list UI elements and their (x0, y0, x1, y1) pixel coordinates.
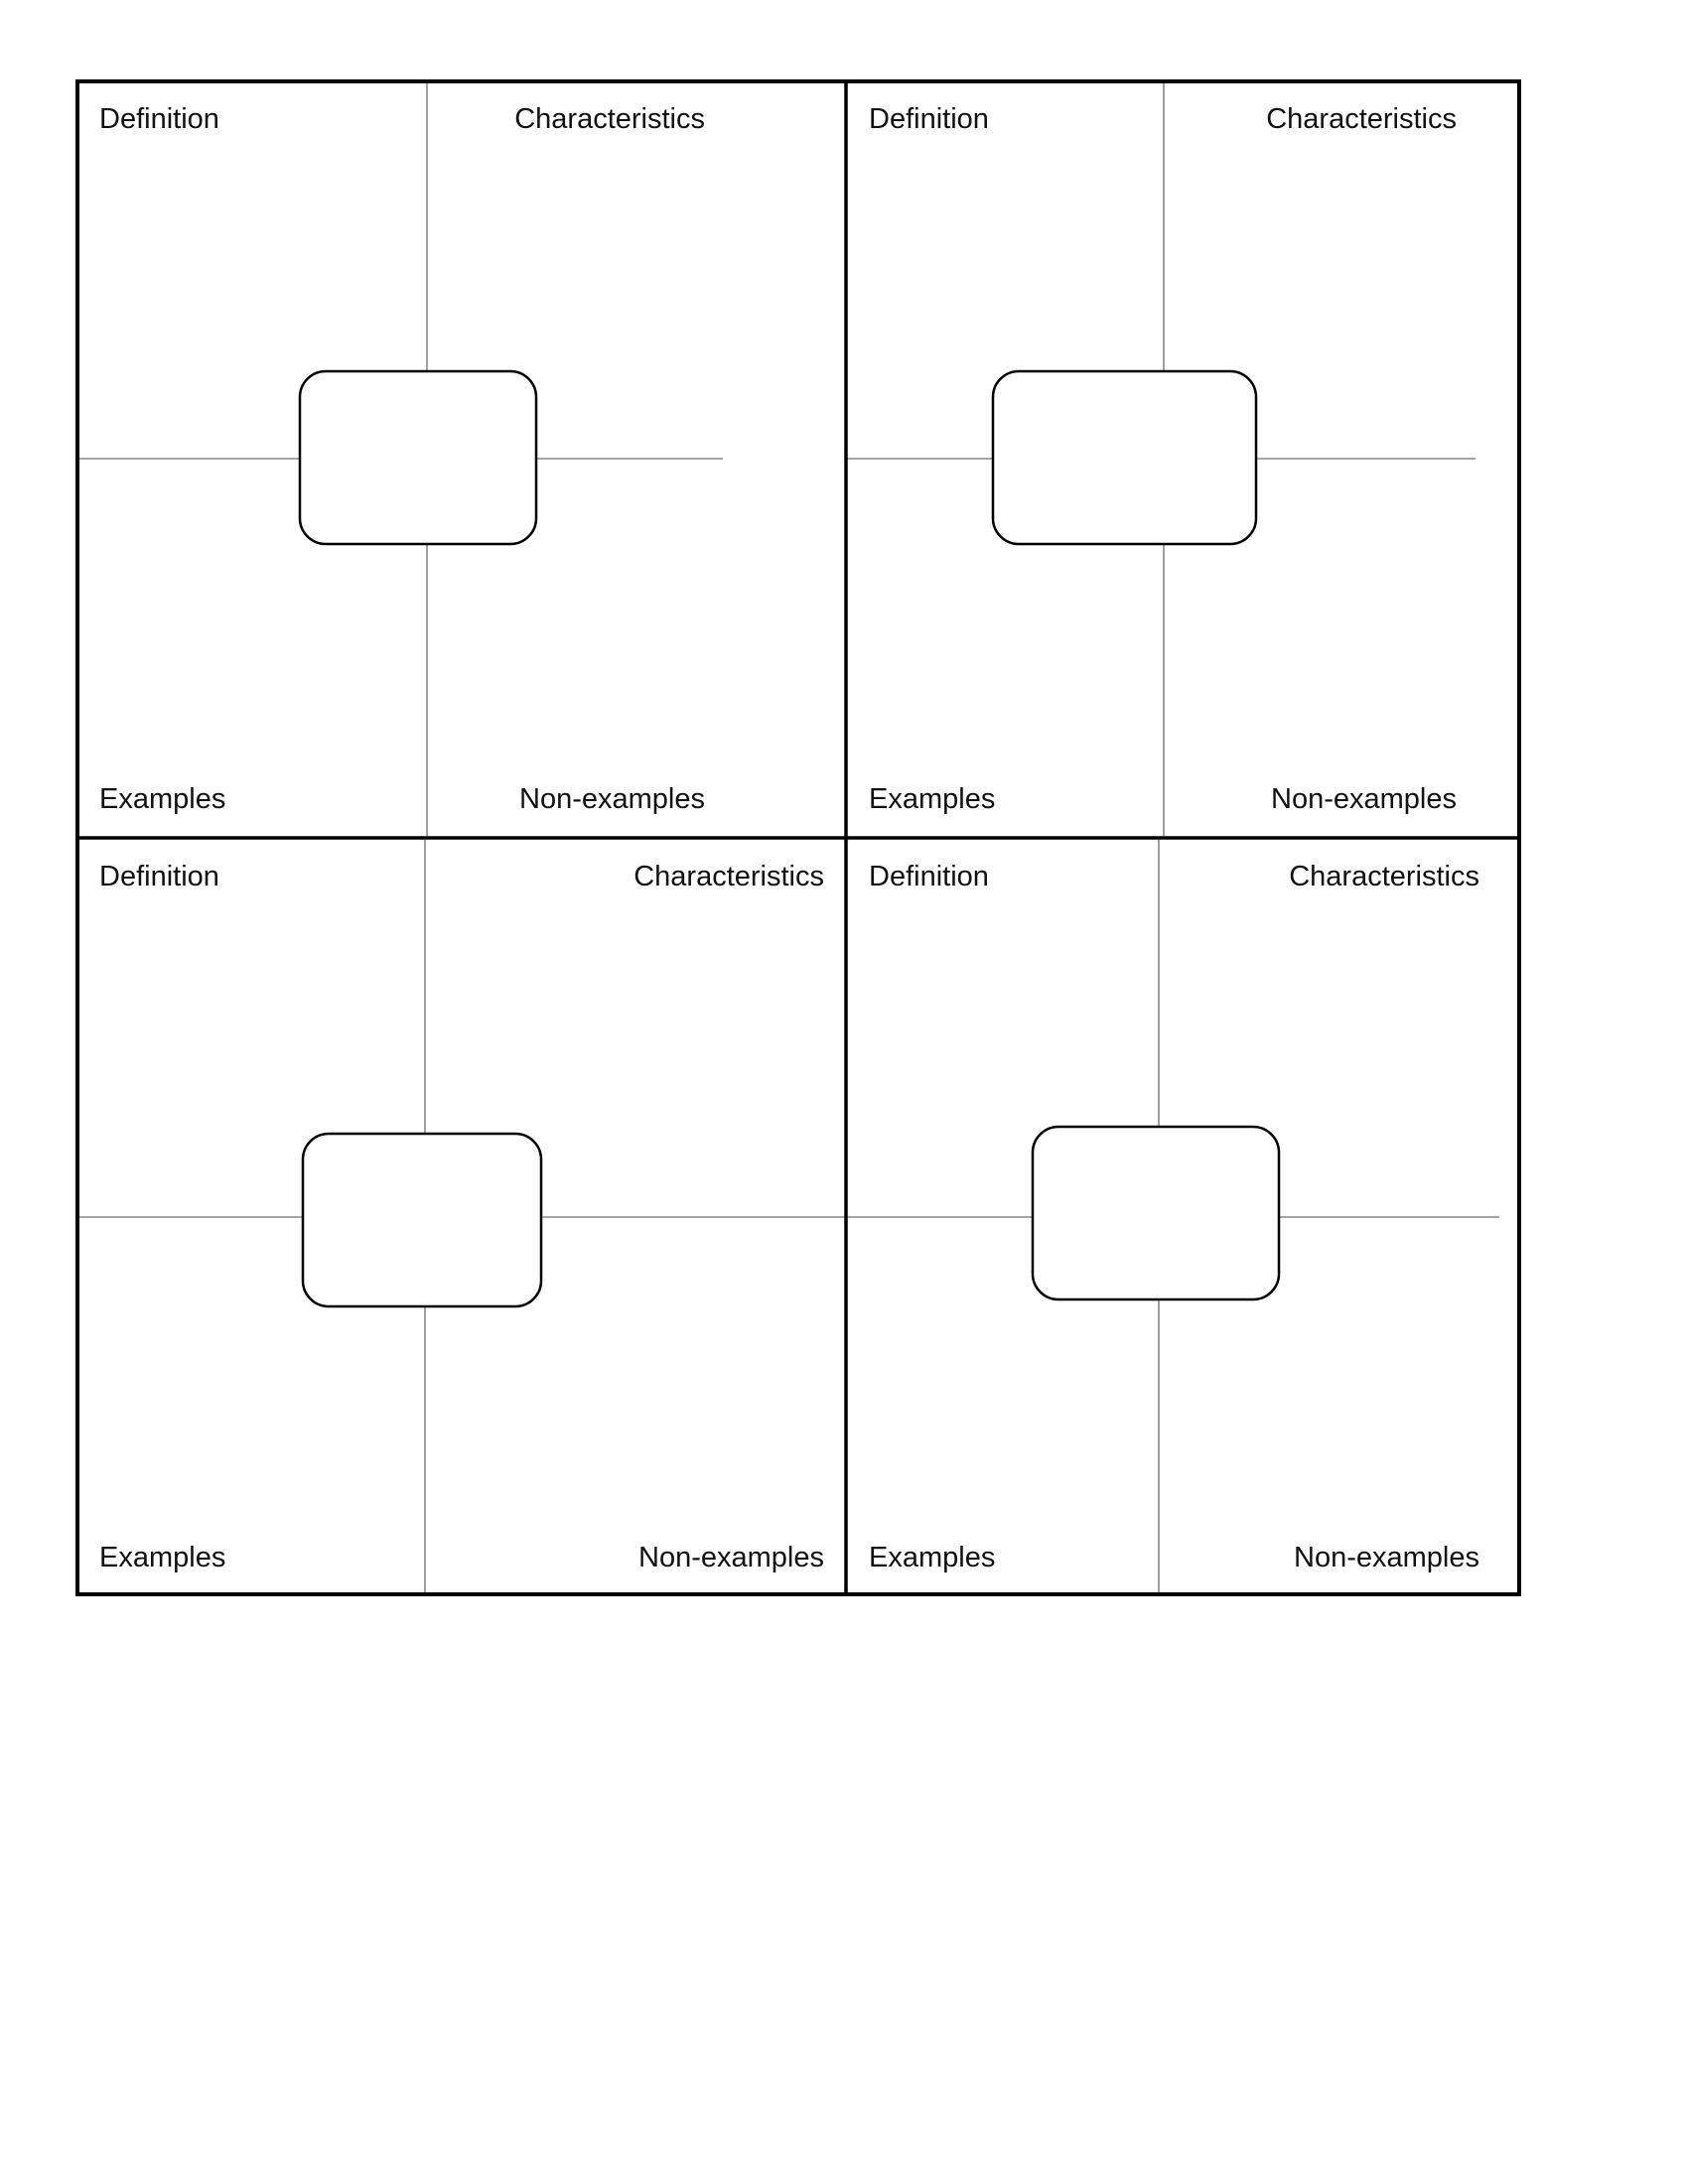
frame-1-characteristics-label: Characteristics (514, 103, 705, 135)
frame-2-definition-label: Definition (869, 103, 989, 135)
frame-1-non-examples-label: Non-examples (519, 783, 705, 815)
frame-1-examples-label: Examples (99, 783, 226, 815)
frame-2-term-box[interactable] (993, 371, 1256, 544)
frayer-frame-4 (846, 840, 1499, 1594)
frame-3-definition-label: Definition (99, 861, 219, 892)
frame-3-examples-label: Examples (99, 1542, 226, 1573)
frame-1-definition-label: Definition (99, 103, 219, 135)
frayer-frame-3 (77, 840, 846, 1594)
frayer-frame-1 (77, 81, 723, 836)
frayer-frame-2 (846, 81, 1476, 836)
frame-2-characteristics-label: Characteristics (1266, 103, 1457, 135)
frame-3-non-examples-label: Non-examples (638, 1542, 824, 1573)
frame-4-examples-label: Examples (869, 1542, 996, 1573)
frame-4-non-examples-label: Non-examples (1294, 1542, 1479, 1573)
frame-4-term-box[interactable] (1033, 1127, 1279, 1299)
frame-2-examples-label: Examples (869, 783, 996, 815)
frame-3-characteristics-label: Characteristics (633, 861, 824, 892)
frame-4-characteristics-label: Characteristics (1289, 861, 1479, 892)
frame-4-definition-label: Definition (869, 861, 989, 892)
frame-2-non-examples-label: Non-examples (1271, 783, 1457, 815)
frame-1-term-box[interactable] (300, 371, 536, 544)
frame-3-term-box[interactable] (303, 1134, 541, 1306)
